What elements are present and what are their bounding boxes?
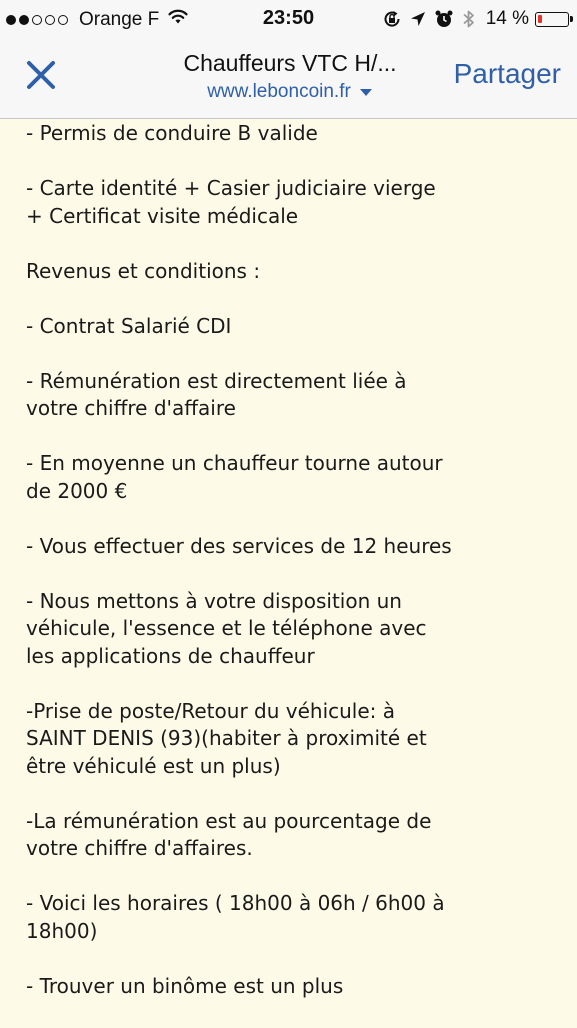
- nav-title-block[interactable]: [140, 50, 440, 103]
- description-paragraph: -La rémunération est au pourcentage de votre chiffre d'affaires.: [26, 808, 432, 860]
- bluetooth-icon: [462, 9, 476, 29]
- battery-tip: [570, 16, 573, 22]
- status-time: 23:50: [262, 7, 315, 29]
- close-button[interactable]: [24, 58, 58, 92]
- url-text: www.leboncoin.fr: [207, 81, 351, 102]
- description-paragraph: - En moyenne un chauffeur tourne autour de 2000 €: [26, 451, 443, 503]
- status-bar: [0, 0, 577, 40]
- share-button[interactable]: Partager: [453, 58, 561, 89]
- url-indicator[interactable]: [207, 81, 373, 103]
- description-paragraph: - Nous mettons à votre disposition un véhicule, l'essence et le téléphone avec les applications de chauffeur: [26, 588, 427, 668]
- description-paragraph: - Trouver un binôme est un plus: [26, 973, 344, 998]
- navigation-bar: [0, 40, 577, 119]
- description-paragraph: - Permis de conduire B valide: [26, 121, 318, 145]
- ad-description: [26, 120, 566, 1028]
- description-paragraph: - Voici les horaires ( 18h00 à 06h / 6h00 à 18h00): [26, 891, 445, 943]
- description-paragraph: -Prise de poste/Retour du véhicule: à SAINT DENIS (93)(habiter à proximité et être véhiculé est un plus): [26, 698, 427, 778]
- description-paragraph: - Rémunération est directement liée à votre chiffre d'affaire: [26, 368, 407, 420]
- chevron-down-icon: [359, 88, 373, 97]
- screen-lock-icon: [382, 9, 402, 29]
- battery-fill: [538, 15, 542, 23]
- description-paragraph: - Vous effectuer des services de 12 heures: [26, 533, 452, 558]
- description-paragraph: - Contrat Salarié CDI: [26, 313, 232, 338]
- location-icon: [410, 11, 426, 27]
- page-title: Chauffeurs VTC H/...: [183, 50, 397, 76]
- battery-percent: 14 %: [485, 8, 529, 29]
- alarm-icon: [434, 9, 454, 29]
- description-paragraph: Revenus et conditions :: [26, 258, 261, 283]
- status-right: [374, 8, 569, 30]
- carrier-name: Orange F: [79, 8, 160, 30]
- close-icon: [24, 58, 58, 92]
- battery-icon: [535, 12, 569, 27]
- description-paragraph: - Carte identité + Casier judiciaire vierge + Certificat visite médicale: [26, 176, 436, 228]
